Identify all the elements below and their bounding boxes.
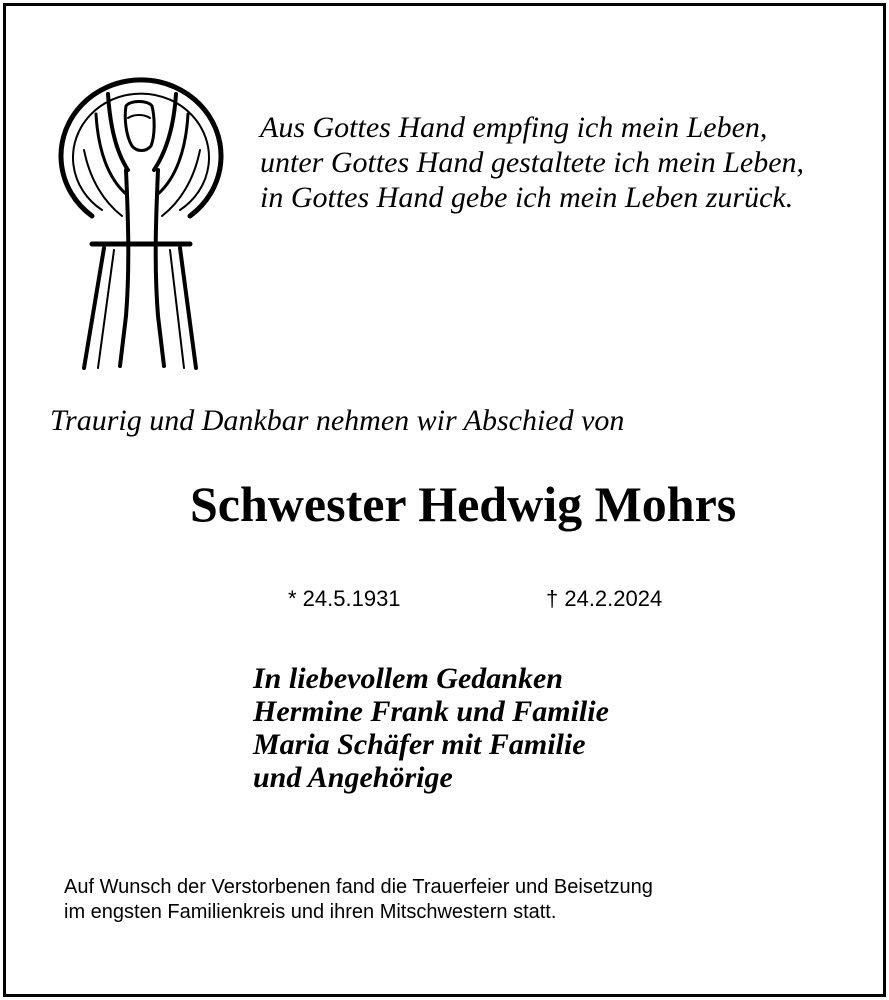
mourners-line: Maria Schäfer mit Familie bbox=[253, 728, 586, 761]
obituary-frame bbox=[3, 3, 886, 997]
motto-line: Aus Gottes Hand empfing ich mein Leben, bbox=[260, 111, 768, 144]
deceased-name: Schwester Hedwig Mohrs bbox=[190, 476, 737, 532]
death-date: † 24.2.2024 bbox=[546, 586, 663, 611]
notice-line: im engsten Familienkreis und ihren Mitschwestern statt. bbox=[64, 901, 557, 923]
farewell-intro: Traurig und Dankbar nehmen wir Abschied von bbox=[50, 404, 625, 437]
birth-date: * 24.5.1931 bbox=[288, 586, 401, 611]
motto-line: unter Gottes Hand gestaltete ich mein Leben, bbox=[260, 146, 805, 179]
mourners-list bbox=[253, 662, 609, 794]
funeral-notice bbox=[64, 875, 653, 925]
mourners-line: In liebevollem Gedanken bbox=[253, 662, 563, 695]
motto-verse bbox=[260, 110, 804, 215]
motto-line: in Gottes Hand gebe ich mein Leben zurück. bbox=[260, 181, 794, 214]
mourners-line: und Angehörige bbox=[253, 761, 453, 794]
notice-line: Auf Wunsch der Verstorbenen fand die Trauerfeier und Beisetzung bbox=[64, 876, 653, 898]
mourners-line: Hermine Frank und Familie bbox=[253, 695, 609, 728]
risen-christ-icon bbox=[56, 66, 226, 376]
